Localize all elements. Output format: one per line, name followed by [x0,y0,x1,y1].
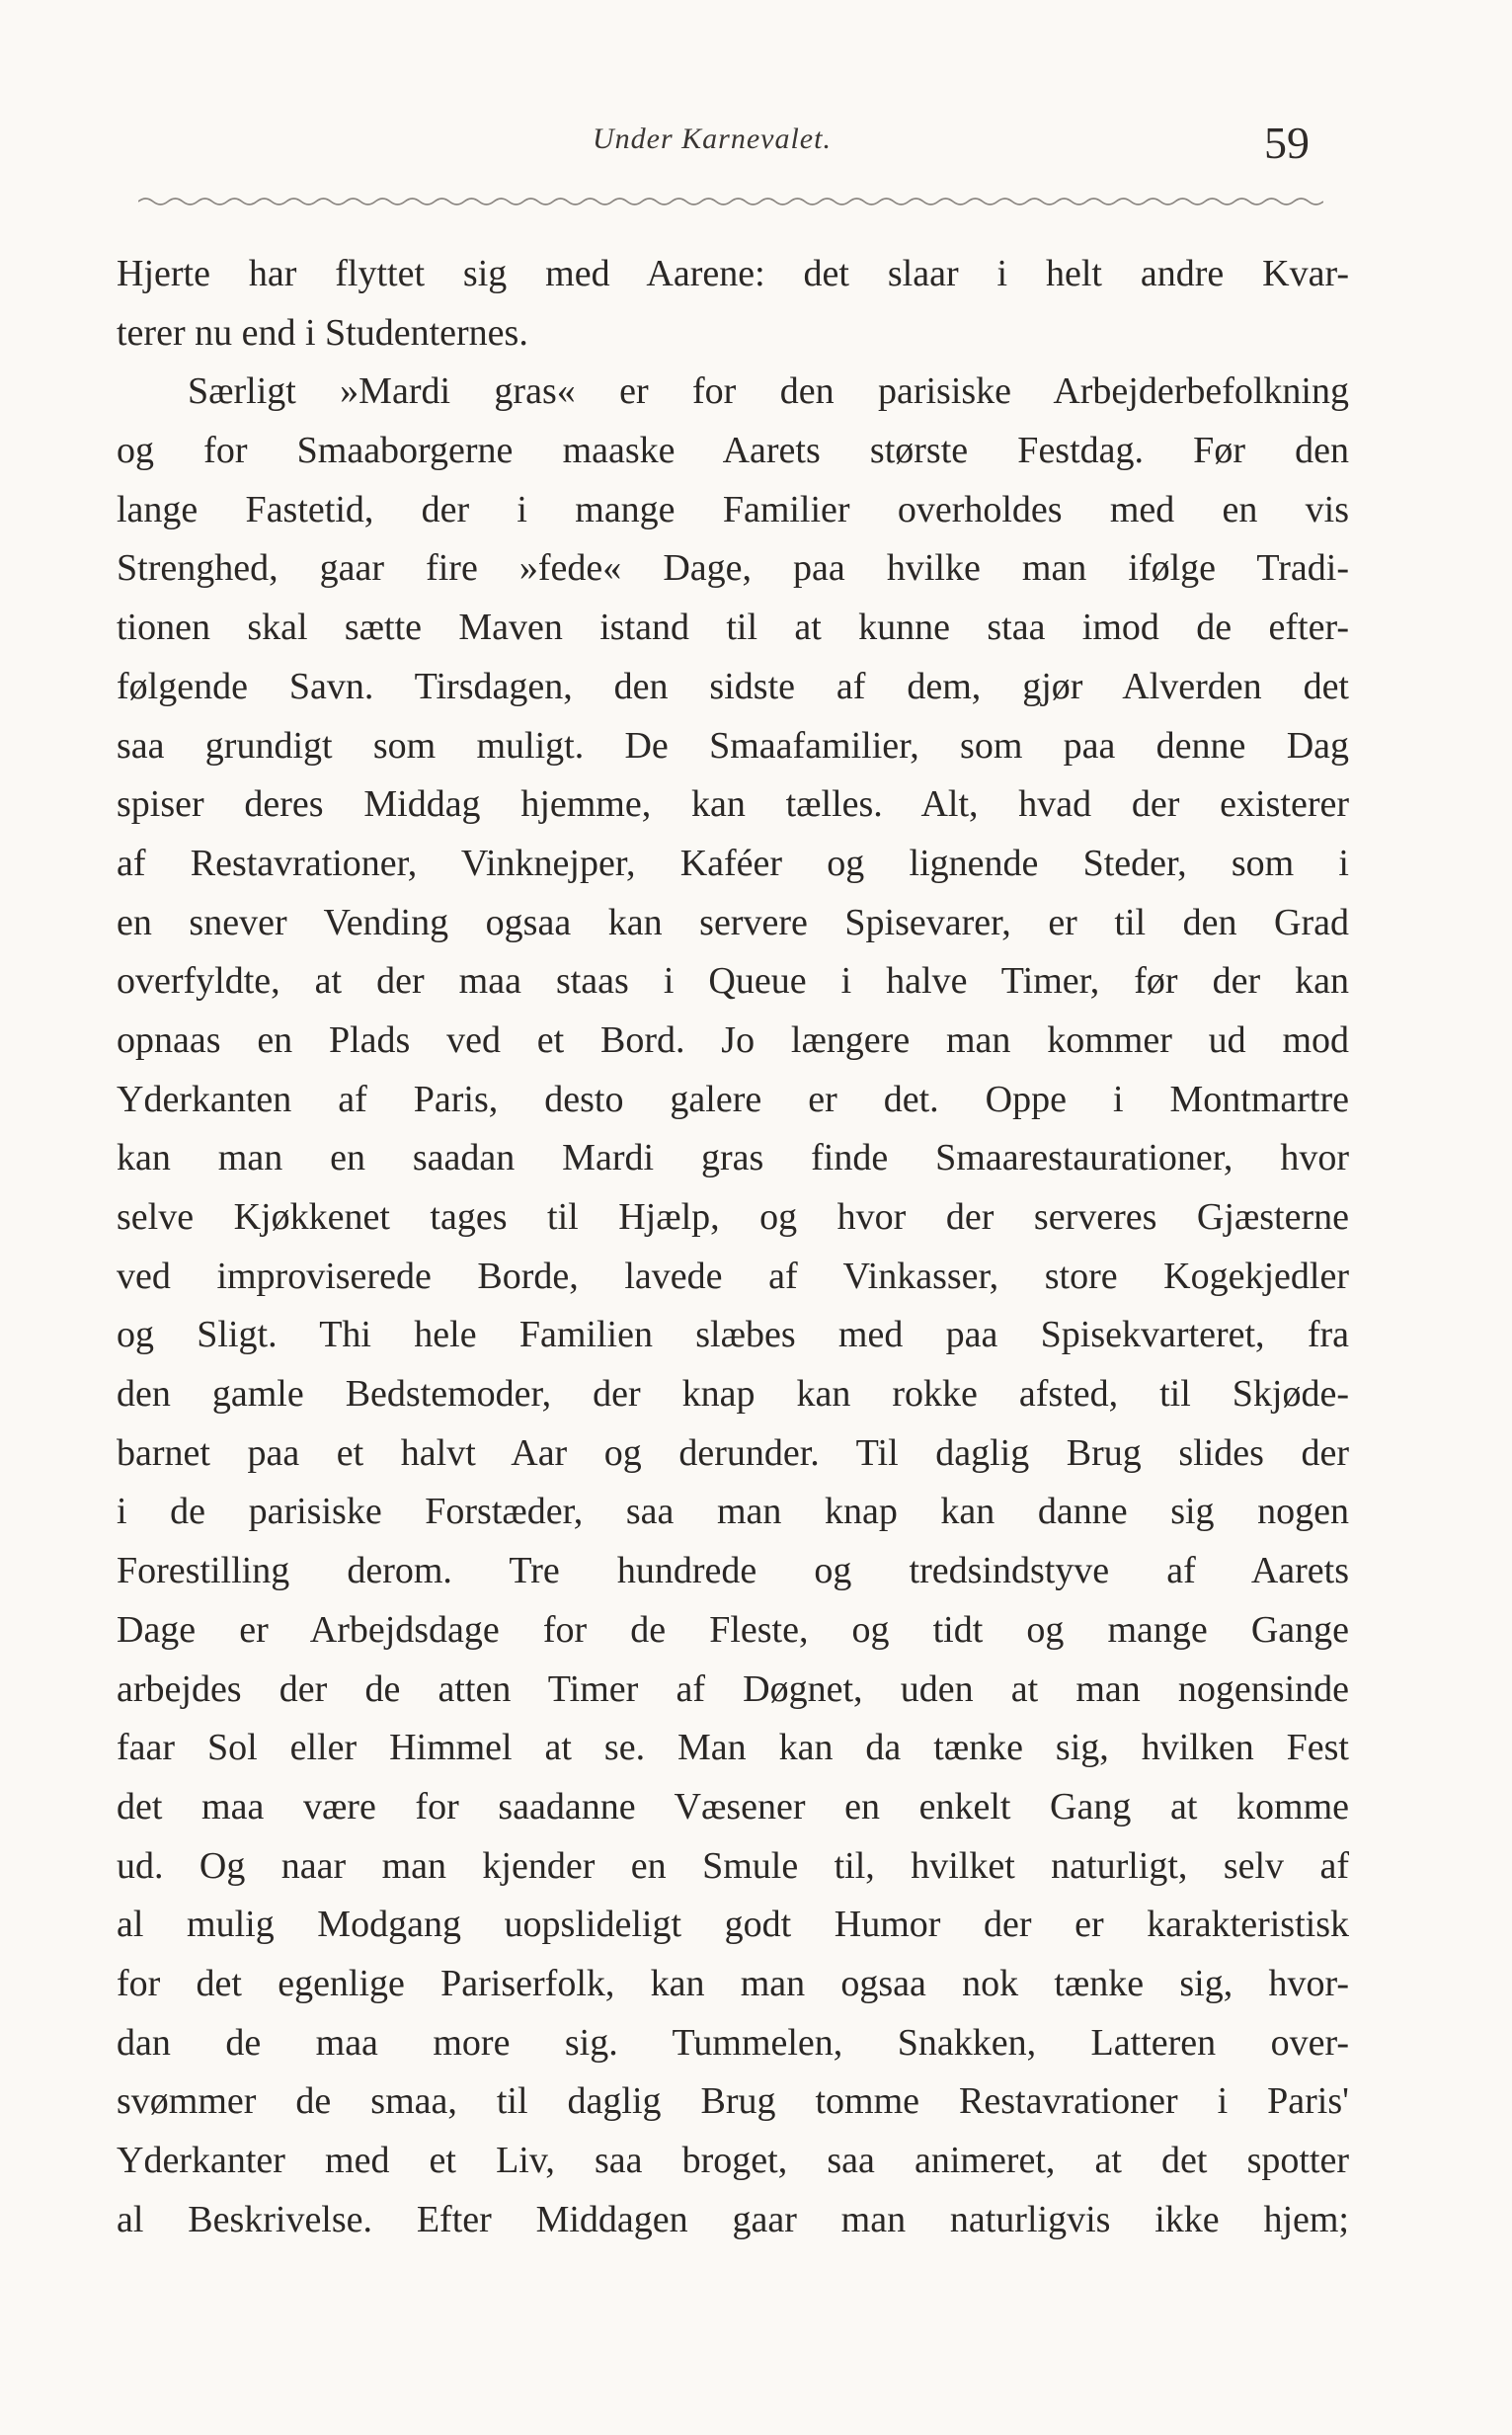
text-line: dan de maa more sig. Tummelen, Snakken, Latteren over- [117,2021,1349,2064]
text-line: ud. Og naar man kjender en Smule til, hvilket naturligt, selv af [117,1844,1349,1887]
text-line: i de parisiske Forstæder, saa man knap kan danne sig nogen [117,1491,1349,1533]
text-line: overfyldte, at der maa staas i Queue i halve Timer, før der kan [117,960,1349,1003]
text-line: af Restavrationer, Vinknejper, Kaféer og lignende Steder, som i [117,842,1349,884]
body-text [117,245,1349,2249]
text-line: Yderkanten af Paris, desto galere er det. Oppe i Montmartre [117,1078,1349,1120]
text-line: barnet paa et halvt Aar og derunder. Til daglig Brug slides der [117,1431,1349,1474]
page-number: 59 [1264,118,1310,168]
text-line: arbejdes der de atten Timer af Døgnet, uden at man nogensinde [117,1667,1349,1710]
running-head [0,117,1512,176]
running-title: Under Karnevalet. [593,122,832,155]
text-line: selve Kjøkkenet tages til Hjælp, og hvor der serveres Gjæsterne [117,1196,1349,1238]
text-line: det maa være for saadanne Væsener en enkelt Gang at komme [117,1785,1349,1827]
text-line: Forestilling derom. Tre hundrede og tredsindstyve af Aarets [117,1550,1349,1592]
text-line: spiser deres Middag hjemme, kan tælles. Alt, hvad der existerer [117,783,1349,826]
text-line: og for Smaaborgerne maaske Aarets største Festdag. Før den [117,430,1349,472]
text-line: lange Fastetid, der i mange Familier overholdes med en vis [117,488,1349,530]
text-line: terer nu end i Studenternes. [117,311,528,354]
text-line: og Sligt. Thi hele Familien slæbes med paa Spisekvarteret, fra [117,1314,1349,1356]
text-line: Særligt »Mardi gras« er for den parisiske Arbejderbefolkning [188,370,1349,413]
text-line: opnaas en Plads ved et Bord. Jo længere man kommer ud mod [117,1018,1349,1061]
text-line: ved improviserede Borde, lavede af Vinkasser, store Kogekjedler [117,1255,1349,1297]
text-line: den gamle Bedstemoder, der knap kan rokke afsted, til Skjøde- [117,1373,1349,1416]
text-line: svømmer de smaa, til daglig Brug tomme Restavrationer i Paris' [117,2080,1349,2123]
text-line: Hjerte har flyttet sig med Aarene: det slaar i helt andre Kvar- [117,253,1349,294]
text-line: Yderkanter med et Liv, saa broget, saa animeret, at det spotter [117,2140,1349,2181]
text-line: Strenghed, gaar fire »fede« Dage, paa hvilke man ifølge Tradi- [117,547,1349,590]
text-line: al mulig Modgang uopslideligt godt Humor der er karakteristisk [117,1904,1349,1946]
wavy-ornament-rule [138,194,1323,209]
text-line: kan man en saadan Mardi gras finde Smaarestaurationer, hvor [117,1137,1349,1179]
text-line: en snever Vending ogsaa kan servere Spisevarer, er til den Grad [117,901,1349,943]
text-line: al Beskrivelse. Efter Middagen gaar man naturligvis ikke hjem; [117,2198,1349,2240]
text-line: følgende Savn. Tirsdagen, den sidste af dem, gjør Alverden det [117,665,1349,707]
text-line: faar Sol eller Himmel at se. Man kan da tænke sig, hvilken Fest [117,1727,1349,1769]
text-line: tionen skal sætte Maven istand til at kunne staa imod de efter- [117,607,1349,649]
text-line: for det egenlige Pariserfolk, kan man ogsaa nok tænke sig, hvor- [117,1962,1349,2004]
text-line: saa grundigt som muligt. De Smaafamilier, som paa denne Dag [117,724,1349,767]
text-line: Dage er Arbejdsdage for de Fleste, og tidt og mange Gange [117,1608,1349,1651]
